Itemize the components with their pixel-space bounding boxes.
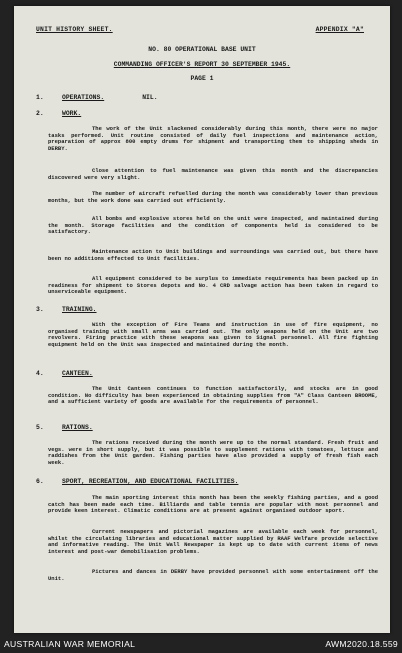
section-title: CANTEEN. xyxy=(62,370,93,377)
section-heading xyxy=(36,306,97,313)
paragraph: Close attention to fuel maintenance was given this month and the discrepancies discovered were very slight. xyxy=(48,167,378,181)
paragraph: The rations received during the month were up to the normal standard. Fresh fruit and vegs. were in short supply, but it was possible to supplement rations with tomatoes, lettuce and raddishes from the Unit garden. Fishing parties have also provided a supply of fresh fish each week. xyxy=(48,439,378,466)
appendix-label: APPENDIX "A" xyxy=(315,26,364,33)
paragraph: Current newspapers and pictorial magazines are available each week for personnel, whilst the circulating libraries and educational matter supplied by RAAF Welfare provide selective and informative reading. The Unit Wall Newspaper is kept up to date with current items of news interest and post-war demobilisation problems. xyxy=(48,528,378,555)
archive-credit: AUSTRALIAN WAR MEMORIAL xyxy=(4,639,136,649)
unit-title: NO. 80 OPERATIONAL BASE UNIT xyxy=(148,46,256,53)
document-page xyxy=(14,6,390,633)
archive-reference: AWM2020.18.559 xyxy=(325,639,398,649)
section-title: OPERATIONS. xyxy=(62,94,105,101)
paragraph: The number of aircraft refuelled during the month was considerably lower than previous months, but the work done was carried out efficiently. xyxy=(48,190,378,204)
section-title: WORK. xyxy=(62,110,82,117)
paragraph: The Unit Canteen continues to function satisfactorily, and stocks are in good condition. No difficulty has been experienced in obtaining supplies from "A" Class Canteen BROOME, and a sufficient variety of goods are available for the requirements of personnel. xyxy=(48,385,378,406)
paragraph: The main sporting interest this month has been the weekly fishing parties, and a good catch has been made each time. Billiards and table tennis are popular with most personnel and provide keen interest. Climatic conditions are at present against organised outdoor sport. xyxy=(48,494,378,515)
section-title: TRAINING. xyxy=(62,306,97,313)
section-heading xyxy=(36,478,238,485)
report-title: COMMANDING OFFICER'S REPORT 30 SEPTEMBER 1945. xyxy=(113,61,291,68)
section-heading xyxy=(36,424,93,431)
section-heading xyxy=(36,370,93,377)
paragraph: The work of the Unit slackened considerably during this month, there were no major tasks performed. Unit routine consisted of daily fuel inspections and maintenance action, preparation of approx 800 empty drums for shipment and transporting them to shipping sheds in DERBY. xyxy=(48,125,378,152)
section-title: RATIONS. xyxy=(62,424,93,431)
section-heading xyxy=(36,94,158,101)
section-number: 2. xyxy=(36,110,44,117)
paragraph: All bombs and explosive stores held on the unit were inspected, and maintained during the month. Storage facilities and the condition of components held is considered to be satisfactory. xyxy=(48,215,378,236)
paragraph: Maintenance action to Unit buildings and surroundings was carried out, but there have been no additions effected to Unit facilities. xyxy=(48,248,378,262)
section-heading xyxy=(36,110,81,117)
paragraph: All equipment considered to be surplus to immediate requirements has been packed up in readiness for shipment to Stores depots and No. 4 CRD salvage action has been taken in regard to unserviceable equipment. xyxy=(48,275,378,296)
section-number: 1. xyxy=(36,94,44,101)
section-note: NIL. xyxy=(142,94,158,101)
paragraph: With the exception of Fire Teams and instruction in use of fire equipment, no organised training with small arms was carried out. The only weapons held on the Unit are two revolvers. Firing practice with these weapons was given to Signal personnel. All fire fighting equipment held on the Unit was inspected and maintained during the month. xyxy=(48,321,378,348)
page-label: PAGE 1 xyxy=(190,75,214,82)
section-number: 5. xyxy=(36,424,44,431)
section-number: 6. xyxy=(36,478,44,485)
section-number: 3. xyxy=(36,306,44,313)
section-title: SPORT, RECREATION, AND EDUCATIONAL FACILITIES. xyxy=(62,478,239,485)
paragraph: Pictures and dances in DERBY have provided personnel with some entertainment off the Unit. xyxy=(48,568,378,582)
section-number: 4. xyxy=(36,370,44,377)
sheet-header-left: UNIT HISTORY SHEET. xyxy=(36,26,113,33)
